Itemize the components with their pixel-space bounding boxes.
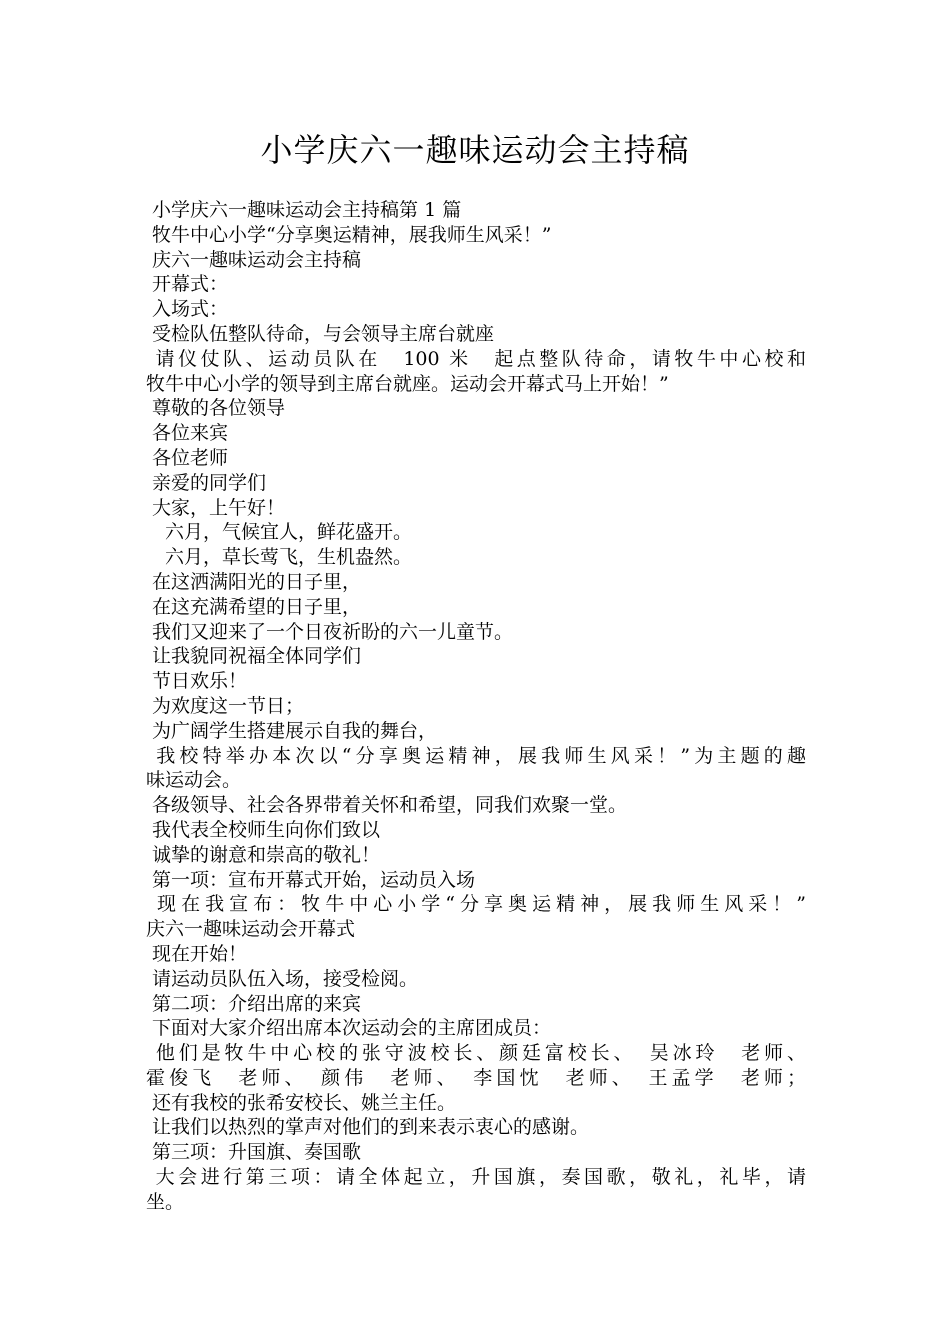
text-line: 亲爱的同学们 xyxy=(146,471,267,494)
text-line: 节日欢乐！ xyxy=(146,670,248,693)
text-line: 入场式： xyxy=(146,298,229,321)
text-line: 为欢度这一节日； xyxy=(146,694,305,717)
text-line: 我校特举办本次以“分享奥运精神，展我师生风采！”为主题的趣 xyxy=(146,744,806,767)
text-line: 现在开始！ xyxy=(146,942,248,965)
text-line: 下面对大家介绍出席本次运动会的主席团成员： xyxy=(146,1017,552,1040)
text-line: 诚挚的谢意和崇高的敬礼！ xyxy=(146,843,381,866)
text-line: 为广阔学生搭建展示自我的舞台， xyxy=(146,719,438,742)
text-line: 大会进行第三项：请全体起立，升国旗，奏国歌，敬礼，礼毕，请 xyxy=(146,1166,806,1189)
text-line: 霍俊飞 老师、 颜伟 老师、 李国忱 老师、 王孟学 老师； xyxy=(146,1066,806,1089)
text-line: 让我貌同祝福全体同学们 xyxy=(146,645,362,668)
document-title: 小学庆六一趣味运动会主持稿 xyxy=(260,131,690,169)
text-line: 第三项：升国旗、奏国歌 xyxy=(146,1141,362,1164)
text-line: 大家，上午好！ xyxy=(146,496,286,519)
text-line: 各位老师 xyxy=(146,446,229,469)
text-line: 坐。 xyxy=(146,1190,185,1213)
text-line: 让我们以热烈的掌声对他们的到来表示衷心的感谢。 xyxy=(146,1116,590,1139)
text-line: 第二项：介绍出席的来宾 xyxy=(146,992,362,1015)
text-line: 第一项：宣布开幕式开始，运动员入场 xyxy=(146,868,476,891)
text-line: 开幕式： xyxy=(146,273,229,296)
text-line: 在这洒满阳光的日子里， xyxy=(146,570,362,593)
text-line: 我代表全校师生向你们致以 xyxy=(146,818,381,841)
text-line: 在这充满希望的日子里， xyxy=(146,595,362,618)
text-line: 请运动员队伍入场，接受检阅。 xyxy=(146,967,419,990)
text-line: 还有我校的张希安校长、姚兰主任。 xyxy=(146,1091,457,1114)
text-line: 我们又迎来了一个日夜祈盼的六一儿童节。 xyxy=(146,620,514,643)
text-line: 各位来宾 xyxy=(146,422,229,445)
text-line: 请仪仗队、运动员队在 100 米 起点整队待命，请牧牛中心校和 xyxy=(146,347,806,370)
text-line: 各级领导、社会各界带着关怀和希望，同我们欢聚一堂。 xyxy=(146,794,628,817)
text-line: 小学庆六一趣味运动会主持稿第 1 篇 xyxy=(146,199,462,221)
text-line: 六月，气候宜人，鲜花盛开。 xyxy=(146,521,413,544)
text-line: 尊敬的各位领导 xyxy=(146,397,286,420)
text-line: 现在我宣布：牧牛中心小学“分享奥运精神，展我师生风采！” xyxy=(146,893,806,916)
text-line: 味运动会。 xyxy=(146,769,242,792)
text-line: 牧牛中心小学的领导到主席台就座。运动会开幕式马上开始！” xyxy=(146,372,669,395)
text-line: 受检队伍整队待命，与会领导主席台就座 xyxy=(146,322,495,345)
text-line: 庆六一趣味运动会开幕式 xyxy=(146,918,356,941)
text-line: 牧牛中心小学“分享奥运精神，展我师生风采！” xyxy=(146,223,552,246)
text-line: 庆六一趣味运动会主持稿 xyxy=(146,248,362,271)
text-line: 六月，草长莺飞，生机盎然。 xyxy=(146,546,413,569)
text-line: 他们是牧牛中心校的张守波校长、颜廷富校长、 吴冰玲 老师、 xyxy=(146,1042,806,1065)
document-body xyxy=(146,198,806,1215)
